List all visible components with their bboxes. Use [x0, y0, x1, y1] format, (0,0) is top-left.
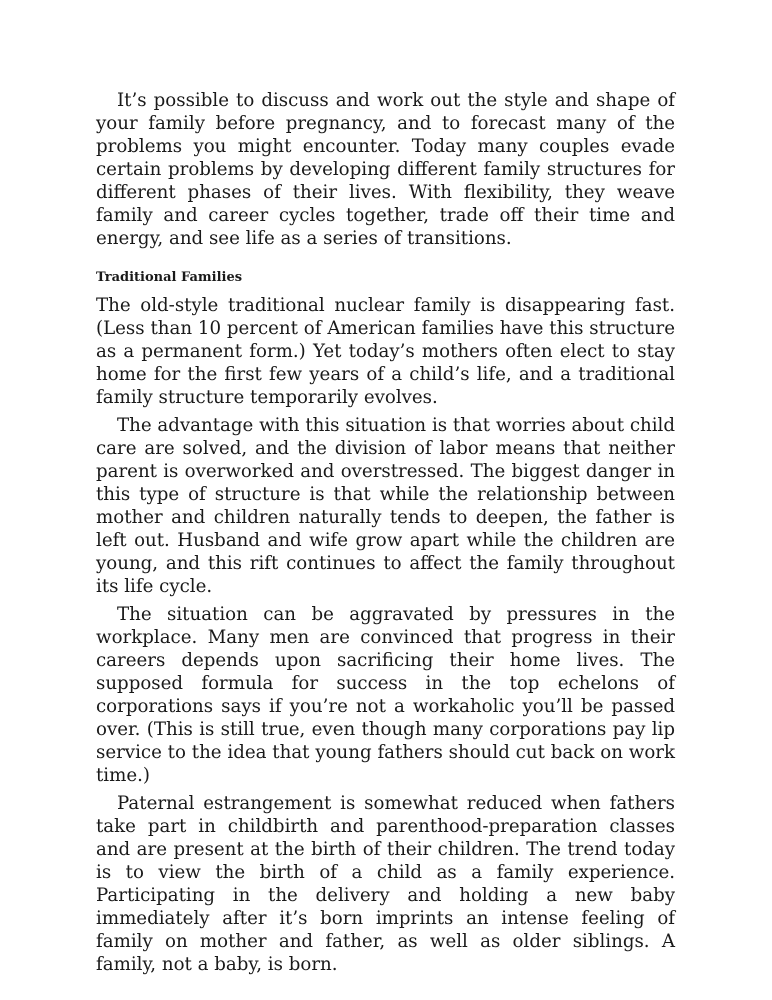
section-heading: Traditional Families: [96, 270, 243, 285]
intro-paragraph: It’s possible to discuss and work out the style and shape of your family before pregnancy, and to forecast many of the problems you might encounter. Today many couples evade certain problems by developing different family structures for different phases of their lives. With flexibility, they weave family and career cycles together, trade off their time and energy, and see life as a series of transitions.: [96, 90, 675, 249]
body-paragraph: Paternal estrangement is somewhat reduced when fathers take part in childbirth and parenthood-preparation classes and are present at the birth of their children. The trend today is to view the birth of a child as a family experience. Participating in the delivery and holding a new baby immediately after it’s born imprints an intense feeling of family on mother and father, as well as older siblings. A family, not a baby, is born.: [96, 793, 675, 975]
body-paragraph: The situation can be aggravated by pressures in the workplace. Many men are convinced that progress in their careers depends upon sacrificing their home lives. The supposed formula for success in the top echelons of corporations says if you’re not a workaholic you’ll be passed over. (This is still true, even though many corporations pay lip service to the idea that young fathers should cut back on work time.): [96, 604, 675, 786]
page-body: [96, 89, 675, 976]
body-paragraph: The old-style traditional nuclear family is disappearing fast. (Less than 10 percent of American families have this structure as a permanent form.) Yet today’s mothers often elect to stay home for the first few years of a child’s life, and a traditional family structure temporarily evolves.: [96, 295, 675, 408]
body-paragraph: The advantage with this situation is that worries about child care are solved, and the division of labor means that neither parent is overworked and overstressed. The biggest danger in this type of structure is that while the relationship between mother and children naturally tends to deepen, the father is left out. Husband and wife grow apart while the children are young, and this rift continues to affect the family throughout its life cycle.: [96, 415, 675, 597]
